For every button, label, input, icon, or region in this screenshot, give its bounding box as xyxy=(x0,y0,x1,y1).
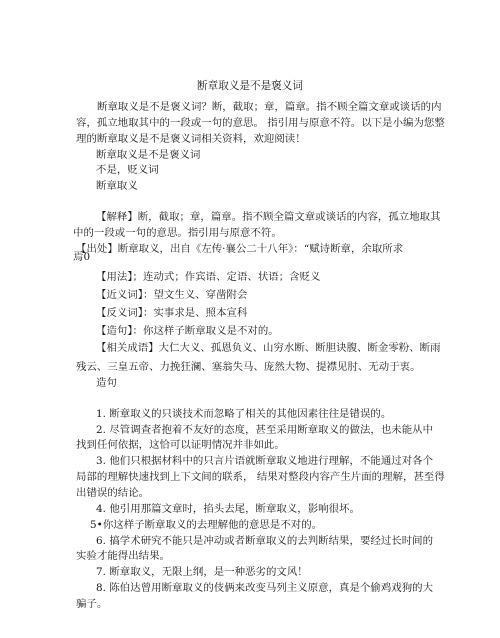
intro-line-3: 理的断章取义是不是褒义词相关资料，欢迎阅读！ xyxy=(76,133,306,145)
definition-line-2: 中的一段或一句的意思。指引用与原意不符。 xyxy=(73,227,282,239)
example-line-9: 6. 搞学术研究不能只是冲动或者断章取义的去判断结果，要经过长时间的 xyxy=(96,535,434,547)
example-line-5: 局部的理解快速找到上下文间的联系， 结果对整段内容产生片面的理解，甚至得 xyxy=(76,471,445,483)
definition-line-4: 焉0 xyxy=(73,251,91,263)
example-line-8: 5•你这样子断章取义的去理解他的意思是不对的。 xyxy=(90,519,323,531)
example-line-13: 骗子。 xyxy=(76,598,108,610)
definition-line-6: 【近义词】：望文生义、穿凿附会 xyxy=(96,289,248,301)
example-line-12: 8. 陈伯达曾用断章取义的伎俩来改变马列主义原意，真是个偷鸡戏狗的大 xyxy=(96,582,434,594)
example-line-11: 7. 断章取义，无限上纲，是一种恶劣的文风！ xyxy=(96,566,308,578)
intro-line-5: 不是，贬义词 xyxy=(96,164,159,176)
example-line-7: 4. 他引用那篇文章时，掐头去尾，断章取义，影响很坏。 xyxy=(96,503,360,515)
intro-line-6: 断章取义 xyxy=(96,180,138,192)
example-line-4: 3. 他们只根据材料中的只言片语就断章取义地进行理解，不能通过对各个 xyxy=(96,455,434,467)
definition-line-8: 【造句】：你这样子断章取义是不对的。 xyxy=(96,325,279,337)
definition-line-1: 【解释】断，截取；章，篇章。指不顾全篇文章或谈话的内容，孤立地取其 xyxy=(96,211,441,223)
example-line-3: 找到任何依据，这恰可以证明情况并非如此。 xyxy=(76,439,285,451)
definition-line-7: 【反义词】：实事求是、照本宣科 xyxy=(96,307,248,319)
examples-heading: 造句 xyxy=(96,377,117,389)
example-line-1: 1. 断章取义的只谈技术而忽略了相关的其他因素往往是错误的。 xyxy=(96,408,392,420)
intro-line-2: 容，孤立地取其中的一段或一句的意思。 指引用与原意不符。以下是小编为您整 xyxy=(76,117,445,129)
definition-line-3: 【出处】断章取义，出自《左传·襄公二十八年》：“赋诗断章，余取所求 xyxy=(76,243,404,255)
example-line-2: 2. 尽管调查者抱着不友好的态度，甚至采用断章取义的做法，也未能从中 xyxy=(96,424,434,436)
intro-line-4: 断章取义是不是褒义词 xyxy=(96,149,201,161)
intro-line-1: 断章取义是不是褒义词？断，截取；章，篇章。指不顾全篇文章或谈话的内 xyxy=(97,101,442,113)
definition-line-9: 【相关成语】大仁大义、孤恩负义、山穷水断、断胆诀腹、断金零粉、断雨 xyxy=(96,342,441,354)
example-line-10: 实验才能得出结果。 xyxy=(76,550,170,562)
definition-line-5: 【用法】；连动式；作宾语、定语、状语；含贬义 xyxy=(96,271,321,283)
definition-line-10: 残云、三皇五帝、力挽狂澜、塞翁失马、庞然大物、提襟见肘、无动于衷。 xyxy=(76,361,421,373)
example-line-6: 出错误的结论。 xyxy=(76,487,150,499)
document-title: 断章取义是不是褒义词 xyxy=(197,80,303,92)
